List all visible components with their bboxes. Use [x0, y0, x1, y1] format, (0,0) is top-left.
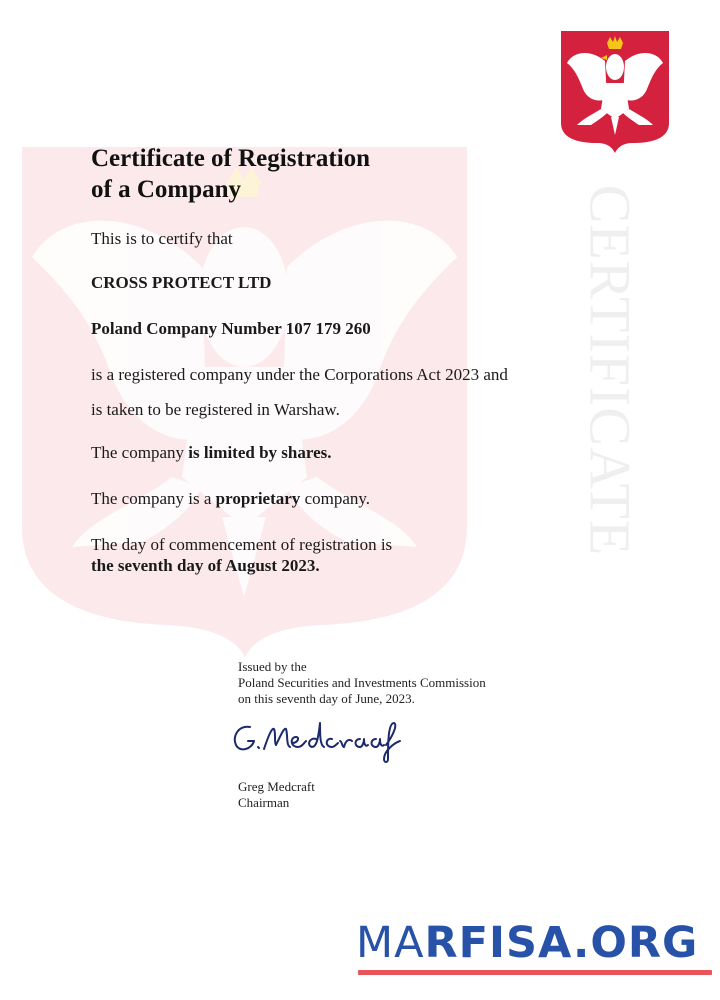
marfisa-brand-logo: MARFISA.ORG	[356, 918, 712, 978]
certificate-title: Certificate of Registration of a Company	[91, 145, 371, 203]
certify-intro: This is to certify that	[91, 229, 233, 248]
polish-eagle-emblem-icon	[561, 31, 669, 153]
signer-block	[238, 779, 315, 811]
certificate-title-block	[91, 143, 591, 205]
registration-statement-line2: is taken to be registered in Warshaw.	[91, 400, 340, 419]
svg-text:G.Medcraaf: G.Medcraaf	[228, 702, 305, 719]
registration-statement-line1: is a registered company under the Corporations Act 2023 and	[91, 365, 508, 384]
issuer-organization: Poland Securities and Investments Commission	[238, 675, 486, 690]
proprietary-statement: The company is a proprietary company.	[91, 489, 371, 508]
signer-role: Chairman	[238, 795, 290, 810]
brand-underline	[358, 970, 712, 975]
issuer-block	[238, 659, 486, 707]
commencement-date: the seventh day of August 2023.	[91, 556, 320, 575]
issued-by-label: Issued by the	[238, 659, 307, 674]
commencement-statement-line1: The day of commencement of registration is	[91, 535, 393, 554]
signer-name: Greg Medcraft	[238, 779, 315, 794]
watermark-certificate-text: CERTIFICATE	[577, 184, 643, 556]
issue-date: on this seventh day of June, 2023.	[238, 691, 415, 706]
signature-image	[228, 702, 408, 765]
limited-by-shares-statement: The company is limited by shares.	[91, 443, 332, 462]
company-number: Poland Company Number 107 179 260	[91, 319, 371, 338]
company-name: CROSS PROTECT LTD	[91, 273, 272, 292]
